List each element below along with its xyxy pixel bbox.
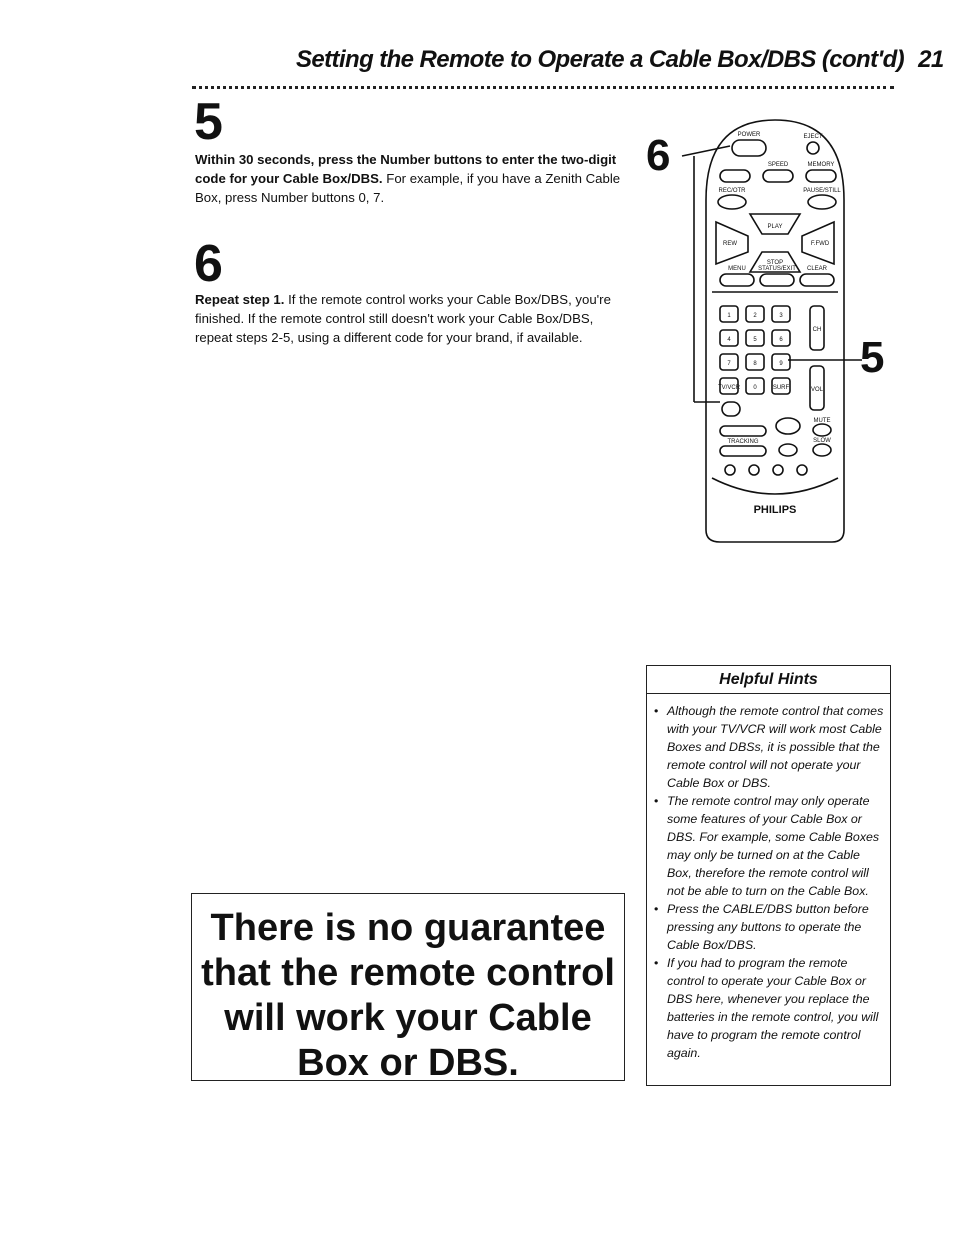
remote-illustration <box>640 110 900 550</box>
hints-title: Helpful Hints <box>647 666 890 694</box>
key-1: 1 <box>727 313 731 319</box>
label-memory: MEMORY <box>807 162 835 168</box>
key-3: 3 <box>779 313 783 319</box>
remote-brand: PHILIPS <box>753 504 797 516</box>
step-6-number: 6 <box>194 235 223 293</box>
label-eject: EJECT <box>803 134 823 140</box>
step-6-text <box>195 290 625 347</box>
hint-item: • If you had to program the remote control to operate your Cable Box or DBS here, whenever you replace the batteries in the remote control, you will have to program the remote control again. <box>654 956 879 1060</box>
label-tv-vcr: TV/VCR <box>717 385 741 391</box>
step-6-body: If the remote control works your Cable Box/DBS, you're finished. If the remote control still doesn't work your Cable Box/DBS, repeat steps 2-5, using a different code for your brand, if available. <box>195 292 611 345</box>
guarantee-box <box>191 893 625 1084</box>
key-6: 6 <box>779 337 783 343</box>
step-5-bold: Within 30 seconds, press the Number buttons to enter the two-digit code for your Cable Box/DBS. <box>195 152 617 186</box>
label-power: POWER <box>737 132 761 138</box>
key-9: 9 <box>779 361 783 367</box>
label-speed: SPEED <box>767 162 789 168</box>
label-mute: MUTE <box>813 418 831 424</box>
label-pause: PAUSE/STILL <box>803 188 841 194</box>
key-4: 4 <box>727 337 731 343</box>
key-0: 0 <box>753 385 757 391</box>
label-record: REC/OTR <box>718 188 746 194</box>
hint-item: • Although the remote control that comes with your TV/VCR will work most Cable Boxes and DBSs, it is possible that the remote control will not operate your Cable Box or DBS. <box>654 704 884 790</box>
label-tracking: TRACKING <box>727 439 759 445</box>
step-5-number: 5 <box>194 93 223 151</box>
key-8: 8 <box>753 361 757 367</box>
guarantee-text: There is no guarantee that the remote control will work your Cable Box or DBS. <box>201 907 615 1084</box>
hint-item: • The remote control may only operate some features of your Cable Box or DBS. For example, some Cable Boxes may only be turned on at the Cable Box, therefore the remote control will not be able to turn on the Cable Box. <box>654 794 880 898</box>
label-clear: CLEAR <box>806 266 828 272</box>
header-title: Setting the Remote to Operate a Cable Box/DBS (cont'd) <box>296 46 905 73</box>
label-ch: CH <box>812 327 822 333</box>
callout-6: 6 <box>646 131 671 180</box>
label-status: STATUS/EXIT <box>758 266 796 272</box>
label-menu: MENU <box>728 266 746 272</box>
page-number: 21 <box>918 46 944 73</box>
hint-item: • Press the CABLE/DBS button before pressing any buttons to operate the Cable Box/DBS. <box>654 902 869 952</box>
hints-list <box>653 702 887 1062</box>
page-header <box>296 46 944 74</box>
helpful-hints-box <box>646 665 891 1086</box>
label-ffwd: F.FWD <box>810 241 830 247</box>
key-7: 7 <box>727 361 731 367</box>
label-play: PLAY <box>767 224 783 230</box>
step-5-body: For example, if you have a Zenith Cable Box, press Number buttons 0, 7. <box>195 171 621 205</box>
label-stop: STOP <box>766 260 784 266</box>
key-5: 5 <box>753 337 757 343</box>
label-rew: REW <box>723 241 737 247</box>
step-6-bold: Repeat step 1. <box>195 292 285 307</box>
key-2: 2 <box>753 313 757 319</box>
label-slow: SLOW <box>813 438 831 444</box>
header-dotted-rule <box>192 86 894 89</box>
callout-5: 5 <box>860 333 885 382</box>
remote-drawing <box>640 110 900 550</box>
label-surf: SURF <box>772 385 790 391</box>
label-vol: VOL <box>810 387 824 393</box>
step-5-text <box>195 150 625 207</box>
